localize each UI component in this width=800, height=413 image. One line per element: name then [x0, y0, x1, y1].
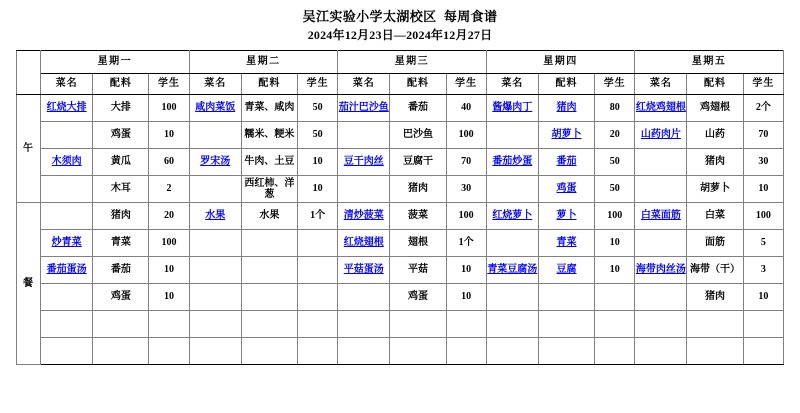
ingredient-cell-day2: 水果	[241, 203, 297, 230]
menu-table-wrapper	[0, 44, 800, 365]
dish-name-cell-day1	[41, 203, 93, 230]
sub-header-day1-dish: 菜名	[41, 74, 93, 95]
dish-name-cell-day3	[338, 311, 390, 338]
ingredient-cell-day4: 胡萝卜	[538, 122, 594, 149]
ingredient-cell-day2: 糯米、粳米	[241, 122, 297, 149]
student-count-cell-day3: 1个	[446, 230, 486, 257]
dish-name-cell-day5: 山药肉片	[635, 122, 687, 149]
student-count-cell-day5	[743, 338, 783, 365]
ingredient-cell-day2: 西红柿、洋葱	[241, 176, 297, 203]
student-count-cell-day4	[595, 284, 635, 311]
meal-label-dinner: 餐	[17, 203, 41, 365]
sub-header-day4-students: 学生	[595, 74, 635, 95]
student-count-cell-day2: 1个	[298, 203, 338, 230]
student-count-cell-day1: 100	[149, 230, 189, 257]
ingredient-cell-day5: 胡萝卜	[687, 176, 743, 203]
dish-name-cell-day2	[189, 230, 241, 257]
ingredient-cell-day1: 鸡蛋	[93, 284, 149, 311]
student-count-cell-day4: 80	[595, 95, 635, 122]
ingredient-cell-day3: 猪肉	[390, 176, 446, 203]
dish-name-cell-day1	[41, 122, 93, 149]
ingredient-cell-day3: 豆腐干	[390, 149, 446, 176]
ingredient-cell-day2	[241, 338, 297, 365]
sub-header-day4-dish: 菜名	[486, 74, 538, 95]
dish-name-cell-day4	[486, 230, 538, 257]
dish-name-cell-day1	[41, 338, 93, 365]
dish-name-cell-day2: 罗宋汤	[189, 149, 241, 176]
student-count-cell-day4	[595, 311, 635, 338]
dish-name-cell-day4	[486, 122, 538, 149]
dish-name-cell-day1	[41, 284, 93, 311]
ingredient-cell-day1: 猪肉	[93, 203, 149, 230]
table-row	[17, 203, 784, 230]
dish-name-cell-day1: 炒青菜	[41, 230, 93, 257]
dish-name-cell-day2	[189, 311, 241, 338]
table-row	[17, 122, 784, 149]
ingredient-cell-day1	[93, 338, 149, 365]
ingredient-cell-day4: 青菜	[538, 230, 594, 257]
day-header-5: 星期五	[635, 51, 784, 74]
ingredient-cell-day3: 菠菜	[390, 203, 446, 230]
student-count-cell-day4: 20	[595, 122, 635, 149]
sub-header-day3-dish: 菜名	[338, 74, 390, 95]
student-count-cell-day3: 40	[446, 95, 486, 122]
student-count-cell-day2	[298, 338, 338, 365]
table-row	[17, 311, 784, 338]
ingredient-cell-day1: 大排	[93, 95, 149, 122]
day-header-row	[17, 51, 784, 74]
ingredient-cell-day5: 鸡翅根	[687, 95, 743, 122]
ingredient-cell-day4	[538, 338, 594, 365]
student-count-cell-day2	[298, 257, 338, 284]
sub-header-day5-dish: 菜名	[635, 74, 687, 95]
ingredient-cell-day3: 巴沙鱼	[390, 122, 446, 149]
student-count-cell-day5: 3	[743, 257, 783, 284]
ingredient-cell-day4: 鸡蛋	[538, 176, 594, 203]
dish-name-cell-day2	[189, 338, 241, 365]
student-count-cell-day1: 10	[149, 257, 189, 284]
dish-name-cell-day1	[41, 176, 93, 203]
sub-header-row	[17, 74, 784, 95]
student-count-cell-day3	[446, 311, 486, 338]
dish-name-cell-day2: 咸肉菜饭	[189, 95, 241, 122]
student-count-cell-day1: 2	[149, 176, 189, 203]
table-row	[17, 149, 784, 176]
table-row	[17, 176, 784, 203]
ingredient-cell-day2: 青菜、咸肉	[241, 95, 297, 122]
ingredient-cell-day3: 鸡蛋	[390, 284, 446, 311]
student-count-cell-day1: 10	[149, 284, 189, 311]
student-count-cell-day3: 10	[446, 284, 486, 311]
sub-header-day2-dish: 菜名	[189, 74, 241, 95]
dish-name-cell-day1: 红烧大排	[41, 95, 93, 122]
student-count-cell-day5: 2个	[743, 95, 783, 122]
student-count-cell-day2: 50	[298, 95, 338, 122]
table-row	[17, 284, 784, 311]
day-header-4: 星期四	[486, 51, 635, 74]
student-count-cell-day4: 10	[595, 230, 635, 257]
student-count-cell-day4: 10	[595, 257, 635, 284]
ingredient-cell-day4: 番茄	[538, 149, 594, 176]
ingredient-cell-day5	[687, 311, 743, 338]
student-count-cell-day4: 100	[595, 203, 635, 230]
ingredient-cell-day4	[538, 284, 594, 311]
table-body	[17, 95, 784, 365]
student-count-cell-day3: 100	[446, 122, 486, 149]
dish-name-cell-day4	[486, 284, 538, 311]
dish-name-cell-day5	[635, 284, 687, 311]
dish-name-cell-day5: 白菜面筋	[635, 203, 687, 230]
ingredient-cell-day1: 黄瓜	[93, 149, 149, 176]
dish-name-cell-day5	[635, 176, 687, 203]
student-count-cell-day5	[743, 311, 783, 338]
sub-header-day5-students: 学生	[743, 74, 783, 95]
student-count-cell-day3: 70	[446, 149, 486, 176]
dish-name-cell-day3	[338, 284, 390, 311]
dish-name-cell-day3	[338, 176, 390, 203]
ingredient-cell-day3: 翅根	[390, 230, 446, 257]
student-count-cell-day2: 10	[298, 149, 338, 176]
student-count-cell-day5: 30	[743, 149, 783, 176]
student-count-cell-day2	[298, 284, 338, 311]
student-count-cell-day5: 10	[743, 176, 783, 203]
ingredient-cell-day5: 猪肉	[687, 284, 743, 311]
student-count-cell-day1	[149, 338, 189, 365]
dish-name-cell-day4: 红烧萝卜	[486, 203, 538, 230]
student-count-cell-day5: 5	[743, 230, 783, 257]
day-header-3: 星期三	[338, 51, 487, 74]
dish-name-cell-day4: 青菜豆腐汤	[486, 257, 538, 284]
dish-name-cell-day3: 平菇蛋汤	[338, 257, 390, 284]
ingredient-cell-day4	[538, 311, 594, 338]
ingredient-cell-day5: 白菜	[687, 203, 743, 230]
dish-name-cell-day3	[338, 338, 390, 365]
dish-name-cell-day2: 水果	[189, 203, 241, 230]
student-count-cell-day2	[298, 311, 338, 338]
student-count-cell-day3: 30	[446, 176, 486, 203]
dish-name-cell-day3: 豆干肉丝	[338, 149, 390, 176]
ingredient-cell-day1	[93, 311, 149, 338]
dish-name-cell-day1: 番茄蛋汤	[41, 257, 93, 284]
ingredient-cell-day2	[241, 311, 297, 338]
meal-label-lunch: 午	[17, 95, 41, 203]
day-header-1: 星期一	[41, 51, 190, 74]
sub-header-day1-students: 学生	[149, 74, 189, 95]
dish-name-cell-day4	[486, 338, 538, 365]
student-count-cell-day2	[298, 230, 338, 257]
date-range-subtitle: 2024年12月23日—2024年12月27日	[307, 27, 493, 42]
weekly-menu-table	[16, 50, 784, 365]
ingredient-cell-day5	[687, 338, 743, 365]
student-count-cell-day1: 20	[149, 203, 189, 230]
dish-name-cell-day2	[189, 257, 241, 284]
sub-header-day2-students: 学生	[298, 74, 338, 95]
dish-name-cell-day3: 清炒菠菜	[338, 203, 390, 230]
day-header-2: 星期二	[189, 51, 338, 74]
student-count-cell-day3: 10	[446, 257, 486, 284]
dish-name-cell-day5: 红烧鸡翅根	[635, 95, 687, 122]
student-count-cell-day4: 50	[595, 149, 635, 176]
sub-header-day4-ingredient: 配料	[538, 74, 594, 95]
dish-name-cell-day2	[189, 176, 241, 203]
table-row	[17, 257, 784, 284]
ingredient-cell-day5: 面筋	[687, 230, 743, 257]
dish-name-cell-day4: 番茄炒蛋	[486, 149, 538, 176]
student-count-cell-day5: 100	[743, 203, 783, 230]
dish-name-cell-day5	[635, 230, 687, 257]
sub-header-day1-ingredient: 配料	[93, 74, 149, 95]
student-count-cell-day3	[446, 338, 486, 365]
student-count-cell-day1: 60	[149, 149, 189, 176]
student-count-cell-day4: 50	[595, 176, 635, 203]
dish-name-cell-day4	[486, 311, 538, 338]
table-row	[17, 95, 784, 122]
dish-name-cell-day2	[189, 122, 241, 149]
ingredient-cell-day2	[241, 284, 297, 311]
dish-name-cell-day3: 茄汁巴沙鱼	[338, 95, 390, 122]
ingredient-cell-day3: 番茄	[390, 95, 446, 122]
page-title: 吴江实验小学太湖校区 每周食谱	[302, 9, 498, 24]
ingredient-cell-day1: 鸡蛋	[93, 122, 149, 149]
ingredient-cell-day5: 山药	[687, 122, 743, 149]
sub-header-day2-ingredient: 配料	[241, 74, 297, 95]
meal-column-corner	[17, 51, 41, 95]
ingredient-cell-day4: 猪肉	[538, 95, 594, 122]
title-block	[0, 0, 800, 44]
dish-name-cell-day3: 红烧翅根	[338, 230, 390, 257]
ingredient-cell-day4: 豆腐	[538, 257, 594, 284]
ingredient-cell-day1: 木耳	[93, 176, 149, 203]
student-count-cell-day3: 100	[446, 203, 486, 230]
dish-name-cell-day4: 酱爆肉丁	[486, 95, 538, 122]
dish-name-cell-day5	[635, 149, 687, 176]
ingredient-cell-day2	[241, 230, 297, 257]
ingredient-cell-day2: 牛肉、土豆	[241, 149, 297, 176]
ingredient-cell-day4: 萝卜	[538, 203, 594, 230]
sub-header-day5-ingredient: 配料	[687, 74, 743, 95]
ingredient-cell-day2	[241, 257, 297, 284]
student-count-cell-day1	[149, 311, 189, 338]
table-header	[17, 51, 784, 95]
dish-name-cell-day5: 海带肉丝汤	[635, 257, 687, 284]
ingredient-cell-day5: 海带（干）	[687, 257, 743, 284]
ingredient-cell-day3	[390, 311, 446, 338]
ingredient-cell-day1: 青菜	[93, 230, 149, 257]
dish-name-cell-day3	[338, 122, 390, 149]
ingredient-cell-day1: 番茄	[93, 257, 149, 284]
ingredient-cell-day5: 猪肉	[687, 149, 743, 176]
dish-name-cell-day5	[635, 311, 687, 338]
student-count-cell-day1: 10	[149, 122, 189, 149]
dish-name-cell-day4	[486, 176, 538, 203]
student-count-cell-day5: 70	[743, 122, 783, 149]
table-row	[17, 230, 784, 257]
ingredient-cell-day3	[390, 338, 446, 365]
sub-header-day3-ingredient: 配料	[390, 74, 446, 95]
dish-name-cell-day1	[41, 311, 93, 338]
student-count-cell-day2: 10	[298, 176, 338, 203]
student-count-cell-day2: 50	[298, 122, 338, 149]
dish-name-cell-day2	[189, 284, 241, 311]
dish-name-cell-day5	[635, 338, 687, 365]
sub-header-day3-students: 学生	[446, 74, 486, 95]
student-count-cell-day4	[595, 338, 635, 365]
student-count-cell-day5: 10	[743, 284, 783, 311]
table-row	[17, 338, 784, 365]
dish-name-cell-day1: 木须肉	[41, 149, 93, 176]
student-count-cell-day1: 100	[149, 95, 189, 122]
ingredient-cell-day3: 平菇	[390, 257, 446, 284]
